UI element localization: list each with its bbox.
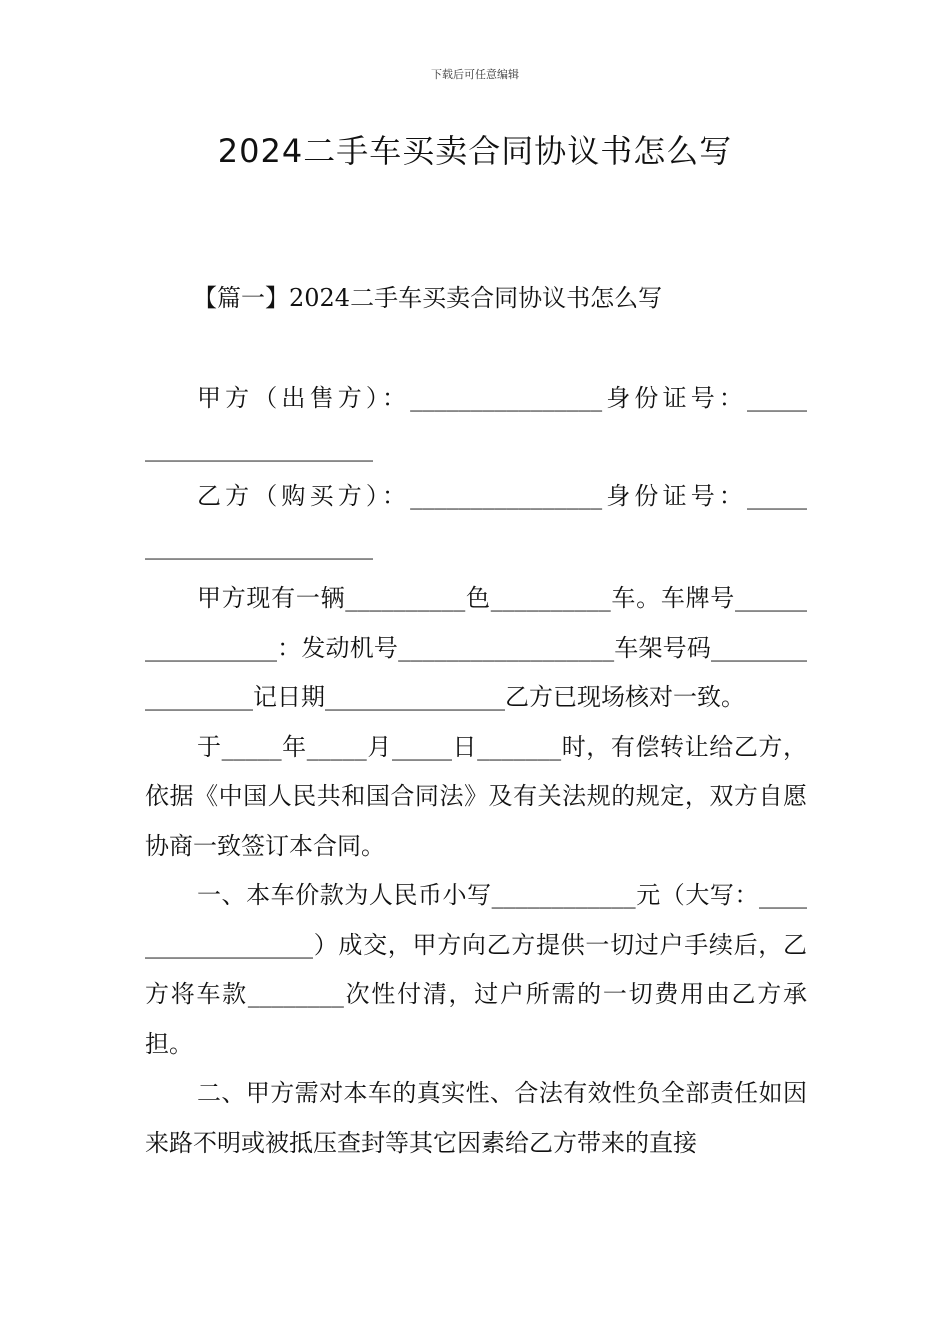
paragraph-clause-1-price: 一、本车价款为人民币小写____________元（大写：__________________）成交，甲方向乙方提供一切过户手续后，乙方将车款________次性付清，过户所需的一切费用由乙方承担。 xyxy=(145,881,807,1058)
paragraph-transfer: 于_____年_____月_____日_______时，有偿转让给乙方，依据《中国人民共和国合同法》及有关法规的规定，双方自愿协商一致签订本合同。 xyxy=(145,732,807,860)
contract-content xyxy=(145,574,807,1168)
party-a-line-1: 甲方（出售方）：________________身份证号：_____ xyxy=(197,384,807,412)
party-a-line-2: ___________________ xyxy=(145,433,373,462)
document-title: 2024二手车买卖合同协议书怎么写 xyxy=(217,132,733,170)
party-a-block xyxy=(145,374,807,473)
paragraph-clause-2-responsibility: 二、甲方需对本车的真实性、合法有效性负全部责任如因来路不明或被抵压查封等其它因素给乙方带来的直接 xyxy=(145,1079,807,1157)
paragraph-vehicle-info: 甲方现有一辆__________色__________车。车牌号_________________：发动机号__________________车架号码_________________记日期_______________乙方已现场核对一致。 xyxy=(145,584,807,711)
party-b-line-1: 乙方（购买方）：________________身份证号：_____ xyxy=(197,482,807,510)
section-heading: 【篇一】2024二手车买卖合同协议书怎么写 xyxy=(193,284,663,312)
party-b-block xyxy=(145,472,807,571)
header-note: 下载后可任意编辑 xyxy=(431,68,519,81)
party-b-line-2: ___________________ xyxy=(145,531,373,560)
